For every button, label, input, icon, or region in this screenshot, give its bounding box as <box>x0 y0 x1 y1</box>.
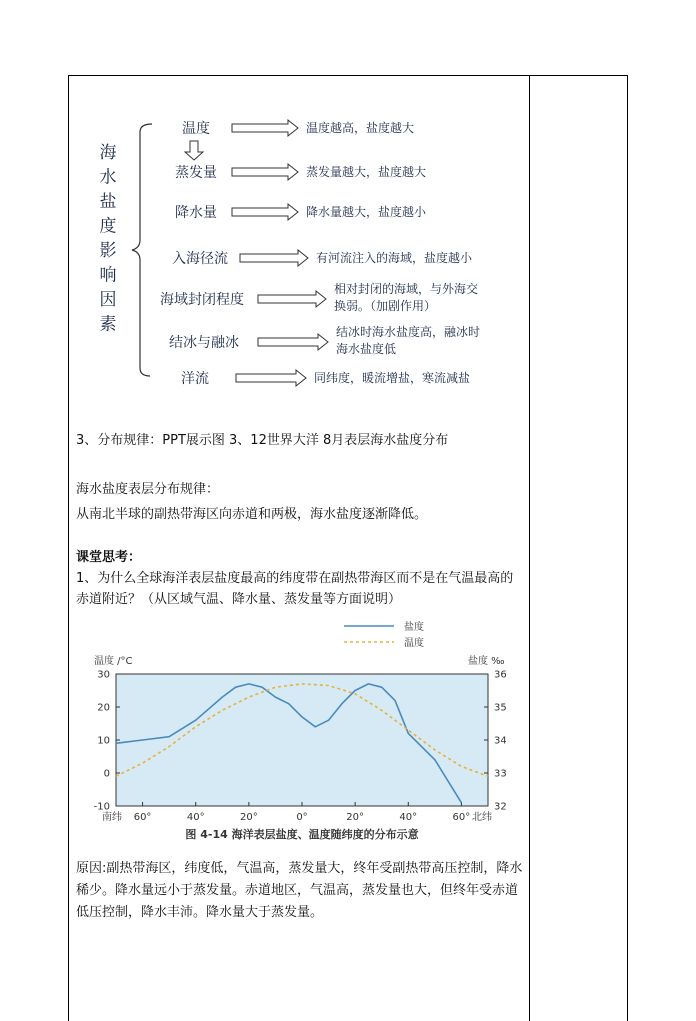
plot-area <box>116 674 488 806</box>
x-tick-label: 南纬 <box>102 812 122 823</box>
x-tick-label: 40° <box>186 812 205 823</box>
legend-label: 温度 <box>404 638 424 649</box>
diagram-title-char: 响 <box>99 265 117 286</box>
factor-effect: 温度越高，盐度越大 <box>306 121 415 135</box>
y-right-tick-label: 36 <box>494 669 506 681</box>
y-left-tick-label: 0 <box>103 768 110 780</box>
y-left-axis-label: 温度 /°C <box>94 656 133 667</box>
legend-label: 盐度 <box>404 622 424 633</box>
factor-label: 结冰与融冰 <box>169 335 239 351</box>
factor-row <box>169 324 480 356</box>
y-left-tick-label: 20 <box>97 702 110 714</box>
y-left-tick-label: 30 <box>97 669 110 681</box>
factor-row <box>182 120 414 137</box>
factor-row <box>175 204 427 221</box>
x-tick-label: 40° <box>399 812 418 823</box>
x-tick-label: 60° <box>452 812 471 823</box>
right-arrow-icon <box>258 334 328 350</box>
brace <box>132 124 152 376</box>
diagram-title-char: 盐 <box>99 192 117 212</box>
factor-label: 洋流 <box>181 371 209 387</box>
factor-effect: 蒸发量越大，盐度越大 <box>306 165 427 179</box>
right-arrow-icon <box>258 291 326 307</box>
y-left-tick-label: -10 <box>93 801 110 813</box>
right-arrow-icon <box>232 204 298 220</box>
answer-paragraph: 原因:副热带海区，纬度低，气温高，蒸发量大，终年受副热带高压控制，降水稀少。降水量远小于蒸发量。赤道地区，气温高，蒸发量也大，但终年受赤道低压控制，降水丰沛。降水量大于蒸发量。 <box>76 861 523 920</box>
factor-label: 降水量 <box>175 205 217 221</box>
y-right-tick-label: 33 <box>494 768 506 780</box>
x-tick-label: 0° <box>296 812 308 823</box>
diagram-title-char: 影 <box>99 241 117 261</box>
question-1: 1、为什么全球海洋表层盐度最高的纬度带在副热带海区而不是在气温最高的赤道附近？（从区域气温、降水量、蒸发量等方面说明） <box>76 571 514 607</box>
factor-effect: 同纬度，暖流增盐，寒流减盐 <box>314 371 471 385</box>
factor-label: 蒸发量 <box>175 165 217 181</box>
right-arrow-icon <box>240 250 308 266</box>
y-right-axis-label: 盐度 ‰ <box>468 656 505 667</box>
right-arrow-icon <box>232 120 298 136</box>
y-right-tick-label: 32 <box>494 801 506 813</box>
distribution-rule-line: 3、分布规律：PPT展示图 3、12世界大洋 8月表层海水盐度分布 <box>76 433 449 448</box>
y-left-tick-label: 10 <box>97 735 110 747</box>
factor-effect: 换弱。（加剧作用） <box>334 299 437 313</box>
x-tick-label: 20° <box>346 812 365 823</box>
factor-effect: 结冰时海水盐度高，融冰时 <box>336 325 481 339</box>
factor-label: 入海径流 <box>172 251 228 267</box>
chart-caption: 图 4-14 海洋表层盐度、温度随纬度的分布示意 <box>185 828 419 841</box>
x-tick-label: 60° <box>133 812 152 823</box>
factor-row <box>172 250 473 267</box>
factor-row <box>160 281 478 313</box>
down-arrow-icon <box>185 141 203 160</box>
class-thinking-heading: 课堂思考： <box>76 550 142 565</box>
salinity-factor-diagram <box>0 0 696 400</box>
factor-label: 海域封闭程度 <box>160 292 244 308</box>
right-arrow-icon <box>232 164 298 180</box>
diagram-title-char: 水 <box>99 167 117 188</box>
y-right-tick-label: 34 <box>494 735 506 747</box>
surface-distribution-heading: 海水盐度表层分布规律： <box>76 482 220 497</box>
diagram-title-char: 度 <box>99 216 117 237</box>
factor-label: 温度 <box>182 121 210 137</box>
diagram-title-char: 素 <box>99 314 117 335</box>
right-arrow-icon <box>236 370 306 386</box>
factor-row <box>175 164 426 181</box>
surface-distribution-text: 从南北半球的副热带海区向赤道和两极，海水盐度逐渐降低。 <box>76 507 428 522</box>
factor-effect: 海水盐度低 <box>336 342 397 356</box>
factor-effect: 相对封闭的海域，与外海交 <box>334 282 479 296</box>
diagram-title-char: 海 <box>99 143 117 163</box>
chart-svg <box>86 612 506 852</box>
diagram-title-char: 因 <box>99 290 117 310</box>
factor-effect: 有河流注入的海域，盐度越小 <box>316 251 473 265</box>
x-tick-label: 北纬 <box>472 812 492 823</box>
factor-effect: 降水量越大，盐度越小 <box>306 205 427 219</box>
salinity-temperature-chart <box>86 612 506 852</box>
factor-row <box>181 370 470 387</box>
y-right-tick-label: 35 <box>494 702 506 714</box>
x-tick-label: 20° <box>239 812 258 823</box>
